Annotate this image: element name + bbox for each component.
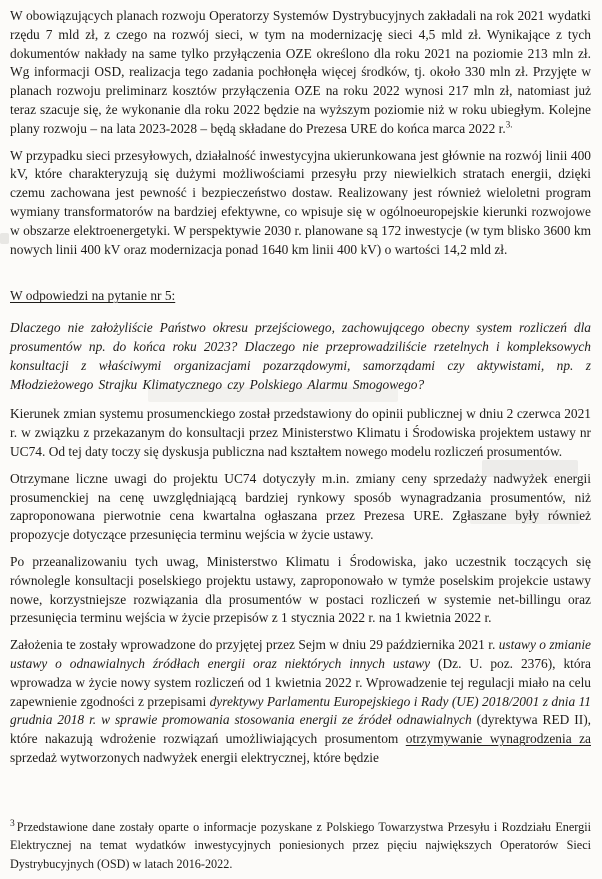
- question-text: Dlaczego nie założyliście Państwo okresu przejściowego, zachowującego obecny system rozliczeń dla prosumentów np. do końca roku 2023? Dlaczego nie przeprowadziliście rzetelnych i kompleksowych konsultacji z właściwymi organizacjami pozarządowymi, samorządami czy aktywistami, np. z Młodzieżowego Strajku Klimatycznego czy Polskiego Alarmu Smogowego?: [10, 320, 591, 392]
- paragraph-text: (Dz. U. poz. 2376), która wprowadza w życie nowy system rozliczeń od 1 kwietnia 2022 r. Wprowadzenie tej regulacji miało na celu zapewnienie zgodności z przepisami: [10, 655, 591, 709]
- paragraph-zalozenia-sejm: [10, 636, 591, 768]
- paragraph-transmission-network: [10, 147, 591, 260]
- paragraph-text: (dyrektywa RED II), które nakazują wdrożenie rozwiązań umożliwiających prosumentom: [10, 712, 591, 747]
- act-title-italic: ustawy o zmianie ustawy o odnawialnych źródłach energii oraz niektórych innych ustawy: [10, 637, 591, 671]
- paragraph-text: Założenia te zostały wprowadzone do przyjętej przez Sejm w dniu 29 października 2021 r.: [10, 637, 499, 653]
- scan-artifact: [0, 233, 9, 244]
- paragraph-question-5: [10, 319, 591, 394]
- paragraph-text: Po przeanalizowaniu tych uwag, Ministerstwo Klimatu i Środowiska, jako uczestnik toczących się równolegle konsultacji poselskiego projektu ustawy, zaproponowało w tymże poselskim projekcie ustawy nowe, korzystniejsze rozwiązania dla prosumentów w postaci rozliczeń w systemie net-billingu oraz przesunięcia terminu wejścia w życie przepisów z 1 stycznia 2022 r. na 1 kwietnia 2022 r.: [10, 553, 591, 626]
- underlined-phrase: otrzymywanie wynagrodzenia za: [405, 731, 591, 747]
- paragraph-text: Kierunek zmian systemu prosumenckiego został przedstawiony do opinii publicznej w dniu 2 czerwca 2021 r. w związku z przekazanym do konsultacji przez Ministerstwo Klimatu i Środowiska projektem ustawy nr UC74. Od tej daty toczy się dyskusja publiczna nad kształtem nowego modelu rozliczeń prosumentów.: [10, 406, 591, 459]
- paragraph-kierunek-zmian: [10, 405, 591, 461]
- paragraph-osd-plans: [10, 7, 591, 139]
- paragraph-po-przeanalizowaniu: [10, 553, 591, 628]
- paragraph-text: W obowiązujących planach rozwoju Operatorzy Systemów Dystrybucyjnych zakładali na rok 2021 wydatki rzędu 7 mld zł, z czego na rozwój sieci, w tym na modernizację sieci 4,5 mld zł. Wynikające z tych dokumentów nakłady na same tylko przyłączenia OZE określono dla roku 2021 na poziomie 213 mln zł. Wg informacji OSD, realizacja tego zadania pochłonęła więcej środków, tj. około 330 mln zł. Przyjęte w planach rozwoju preliminarz kosztów przyłączenia OZE na roku 2022 wynosi 217 mln zł, natomiast już teraz szacuje się, że wykonanie dla roku 2022 będzie na wyższym poziomie niż w roku ubiegłym. Kolejne plany rozwoju – na lata 2023-2028 – będą składane do Prezesa URE do końca marca 2022 r.: [10, 8, 591, 136]
- directive-title-italic: dyrektywy Parlamentu Europejskiego i Rady (UE) 2018/2001 z dnia 11 grudnia 2018 r. w sprawie promowania stosowania energii ze źródeł odnawialnych: [10, 693, 591, 728]
- paragraph-text: W przypadku sieci przesyłowych, działalność inwestycyjna ukierunkowana jest głównie na rozwój linii 400 kV, które charakteryzują się dużymi możliwościami przesyłu przy niewielkich stratach energii, dzięki czemu zachowana jest pewność i bezpieczeństwo dostaw. Realizowany jest również wieloletni program wymiany transformatorów na bardziej efektywne, co wpisuje się w ogólnoeuropejskie kierunki rozwojowe w obszarze elektroenergetyki. W perspektywie 2030 r. planowane są 172 inwestycje (w tym blisko 3600 km nowych linii 400 kV oraz modernizacja ponad 1640 km linii 400 kV) o wartości 14,2 mld zł.: [10, 147, 591, 257]
- heading-text: W odpowiedzi na pytanie nr 5:: [10, 288, 176, 304]
- paragraph-text: Otrzymane liczne uwagi do projektu UC74 dotyczyły m.in. zmiany ceny sprzedaży nadwyżek energii prosumenckiej na cenę uwzględniającą bardziej rynkowy sposób wynagradzania prosumentów, niż zaproponowana pierwotnie cena kwartalna ogłaszana przez Prezesa URE. Zgłaszane były również propozycje dotyczące przesunięcia terminu wejścia w życie ustawy.: [10, 470, 591, 543]
- footnote-marker: 3: [10, 818, 15, 829]
- paragraph-otrzymane-uwagi: [10, 470, 591, 545]
- paragraph-text: sprzedaż wytworzonych nadwyżek energii elektrycznej, które będzie: [10, 749, 379, 765]
- footnote-3: [10, 818, 591, 874]
- footnote-reference-3: 3.: [505, 119, 513, 130]
- heading-answer-question-5: [10, 287, 591, 306]
- footnote-text: Przedstawione dane zostały oparte o informacje pozyskane z Polskiego Towarzystwa Przesyłu i Rozdziału Energii Elektrycznej na temat wydatków inwestycyjnych poniesionych przez pięciu największych Operatorów Sieci Dystrybucyjnych (OSD) w latach 2016-2022.: [10, 819, 591, 872]
